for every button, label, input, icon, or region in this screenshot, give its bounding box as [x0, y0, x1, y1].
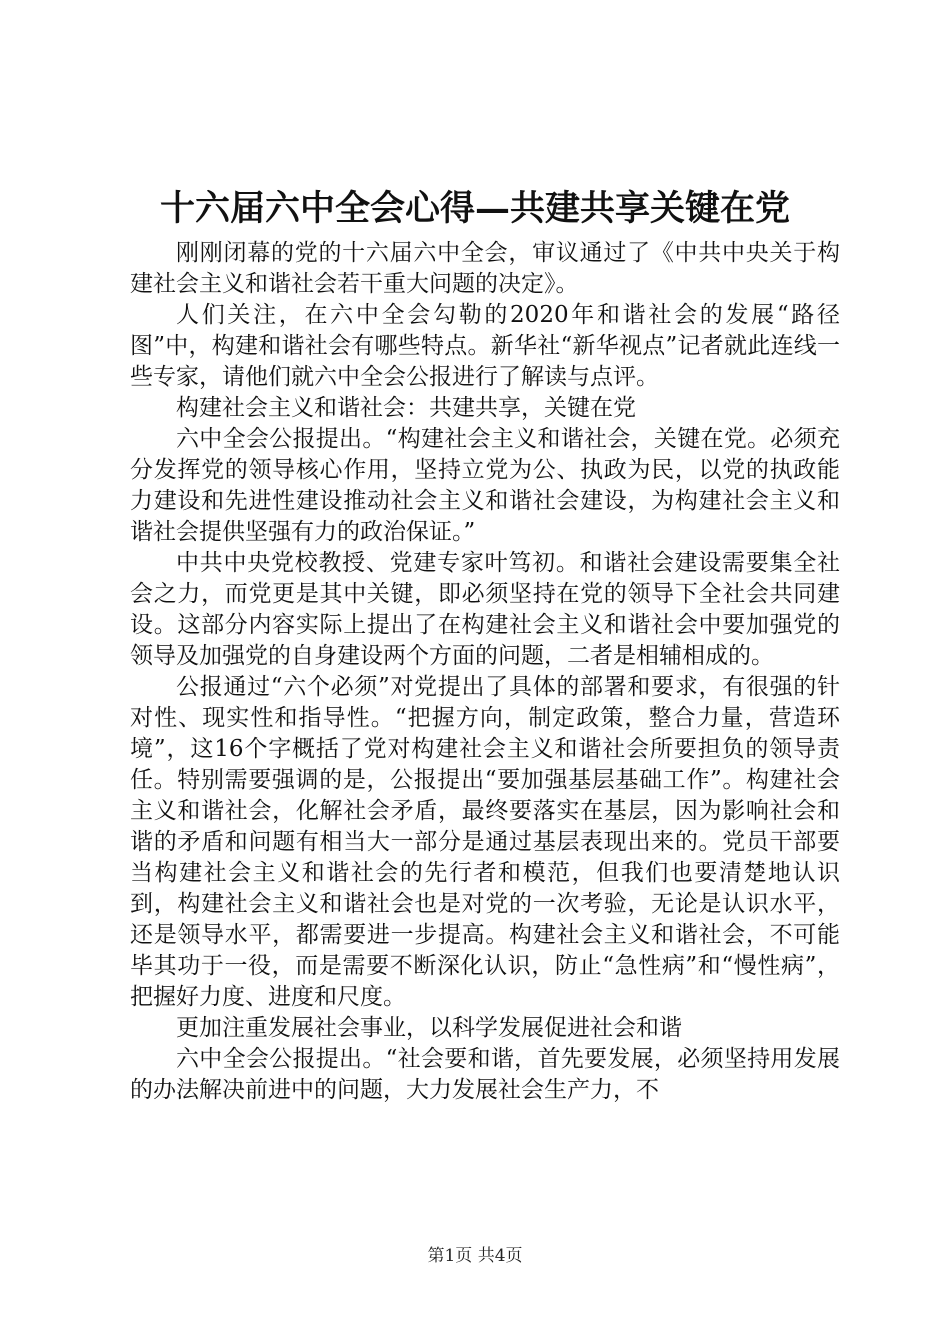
- page-footer: 第1页 共4页: [427, 1246, 523, 1266]
- paragraph-5: 公报通过“六个必须”对党提出了具体的部署和要求，有很强的针对性、现实性和指导性。“把握方向，制定政策，整合力量，营造环境”，这16个字概括了党对构建社会主义和谐社会所要担负的领导责任。特别需要强调的是，公报提出“要加强基层基础工作”。构建社会主义和谐社会，化解社会矛盾，最终要落实在基层，因为影响社会和谐的矛盾和问题有相当大一部分是通过基层表现出来的。党员干部要当构建社会主义和谐社会的先行者和模范，但我们也要清楚地认识到，构建社会主义和谐社会也是对党的一次考验，无论是认识水平，还是领导水平，都需要进一步提高。构建社会主义和谐社会，不可能毕其功于一役，而是需要不断深化认识，防止“急性病”和“慢性病”，把握好力度、进度和尺度。: [130, 674, 840, 1010]
- paragraph-1: 刚刚闭幕的党的十六届六中全会，审议通过了《中共中央关于构建社会主义和谐社会若干重大问题的决定》。: [130, 240, 840, 297]
- section-heading-1: 构建社会主义和谐社会：共建共享，关键在党: [176, 395, 636, 421]
- page-title: 十六届六中全会心得—共建共享关键在党: [159, 188, 790, 229]
- document-body: [130, 238, 840, 1106]
- paragraph-2: 人们关注，在六中全会勾勒的2020年和谐社会的发展“路径图”中，构建和谐社会有哪些特点。新华社“新华视点”记者就此连线一些专家，请他们就六中全会公报进行了解读与点评。: [130, 302, 840, 390]
- section-heading-2: 更加注重发展社会事业，以科学发展促进社会和谐: [176, 1015, 682, 1041]
- paragraph-4: 中共中央党校教授、党建专家叶笃初。和谐社会建设需要集全社会之力，而党更是其中关键，即必须坚持在党的领导下全社会共同建设。这部分内容实际上提出了在构建社会主义和谐社会中要加强党的领导及加强党的自身建设两个方面的问题，二者是相辅相成的。: [130, 550, 840, 669]
- paragraph-3: 六中全会公报提出。“构建社会主义和谐社会，关键在党。必须充分发挥党的领导核心作用，坚持立党为公、执政为民，以党的执政能力建设和先进性建设推动社会主义和谐社会建设，为构建社会主义和谐社会提供坚强有力的政治保证。”: [130, 426, 840, 545]
- paragraph-6: 六中全会公报提出。“社会要和谐，首先要发展，必须坚持用发展的办法解决前进中的问题，大力发展社会生产力，不: [130, 1046, 840, 1103]
